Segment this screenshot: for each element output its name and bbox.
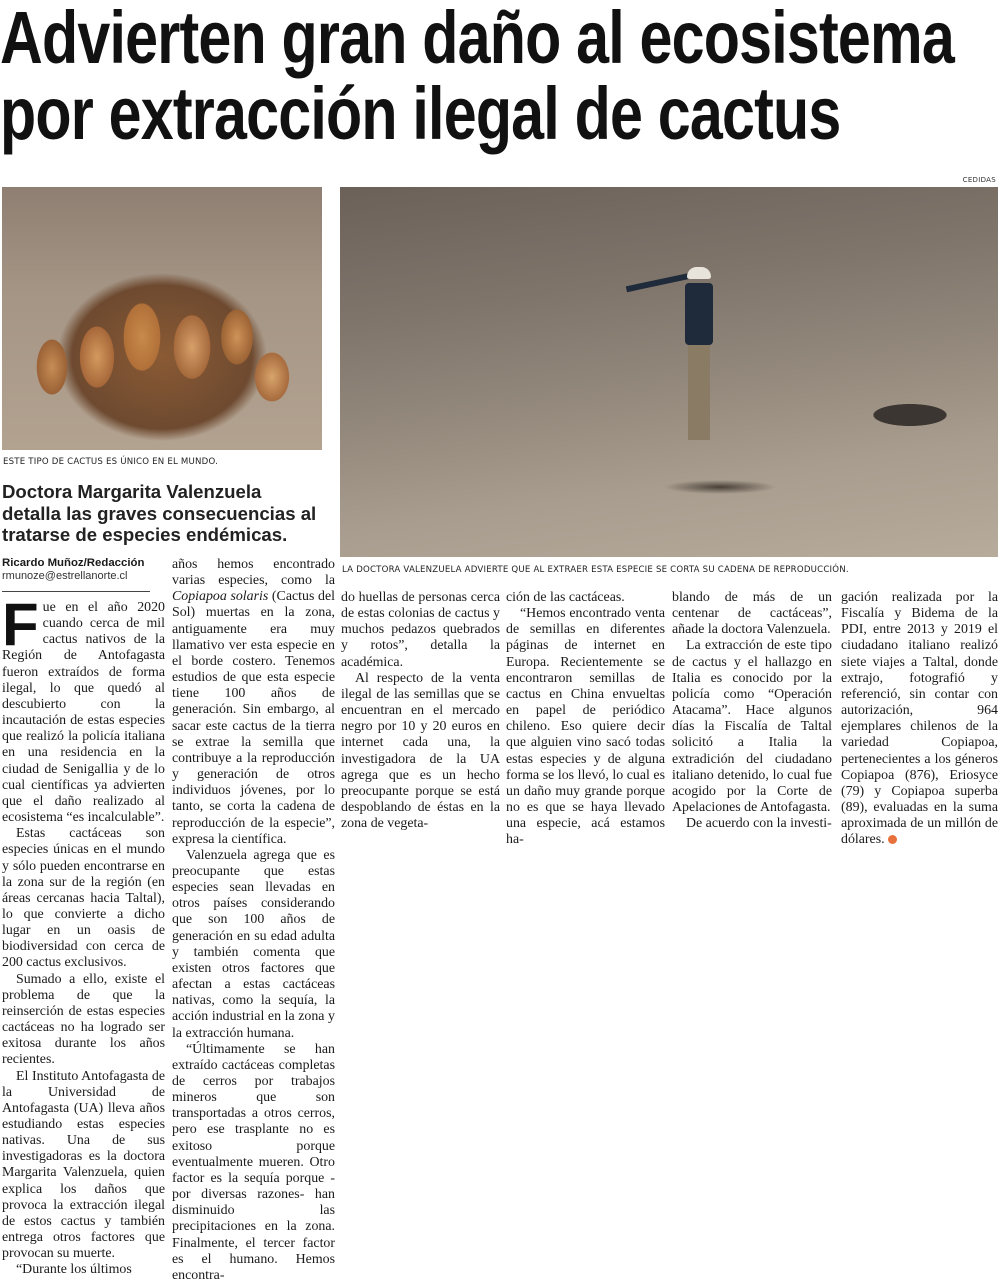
column-5: [672, 590, 832, 832]
headline-line-1: Advierten gran daño al ecosistema: [0, 0, 955, 79]
paragraph: “Últimamente se han extraído cactáceas completas de cerros por trabajos mineros que son transportadas a otros cerros, pero ese trasplante no es exitoso porque eventualmente mueren. Otro factor es la sequía porque -por diversas razones- han disminuido las precipitaciones en la zona. Finalmente, el tercer factor es el humano. Hemos encontra-: [172, 1041, 335, 1283]
paragraph: ción de las cactáceas.: [506, 590, 625, 605]
paragraph-text: años hemos encontrado varias especies, como la: [172, 557, 335, 589]
end-mark-icon: [888, 835, 897, 844]
paragraph: La extracción de este tipo de cactus y el hallazgo en Italia es conocido por la policía como “Operación Atacama”. Hace algunos días la Fiscalía de Taltal solicitó a Italia la extradición del ciudadano italiano detenido, lo cual fue acogido por la Corte de Apelaciones de Antofagasta.: [672, 638, 832, 816]
paragraph-text: ue en el año 2020 cuando cerca de mil cactus nativos de la Región de Antofagasta fueron extraídos de forma ilegal, lo que quedó al descubierto con la incautación de estas especies que realizó la policía italiana en una residencia en la ciudad de Senigallia y de lo cual científicas ya advierten que el daño realizado al ecosistema “es incalculable”.: [2, 600, 165, 826]
paragraph: “Hemos encontrado venta de semillas en diferentes páginas de internet en Europa. Recientemente se encontraron semillas de cactus en China envueltas en papel de periódico chileno. Eso quiere decir que alguien vino sacó todas estas especies y de alguna forma se los llevó, lo cual es un daño muy grande porque no es que se haya llevado una especie, acá estamos ha-: [506, 606, 665, 848]
paragraph: Estas cactáceas son especies únicas en el mundo y sólo pueden encontrarse en la zona sur de la región (en áreas cercanas hacia Taltal), lo que convierte a dicho lugar en un oasis de biodiversidad con cerca de 200 cactus exclusivos.: [2, 826, 165, 971]
caption-left: ESTE TIPO DE CACTUS ES ÚNICO EN EL MUNDO.: [3, 457, 218, 467]
paragraph: Al respecto de la venta ilegal de las semillas que se encuentran en el mercado negro por 10 y 20 euros en internet cada una, la investigadora de la UA agrega que es un hecho preocupante porque se está despoblando de éstas en la zona de vegeta-: [341, 670, 500, 832]
person-figure: [685, 267, 713, 447]
headline-line-2: por extracción ilegal de cactus: [0, 72, 841, 155]
subheadline: Doctora Margarita Valenzuela detalla las graves consecuencias al tratarse de especies endémicas.: [2, 481, 317, 545]
paragraph: El Instituto Antofagasta de la Universidad de Antofagasta (UA) lleva años estudiando estas especies nativas. Una de sus investigadoras es la doctora Margarita Valenzuela, quien explica los daños que provoca la extracción ilegal de estos cactus y también entrega otros factores que provocan su muerte.: [2, 1068, 165, 1262]
column-2: [172, 557, 335, 1284]
column-1: [2, 591, 165, 1279]
paragraph-text: gación realizada por la Fiscalía y Bidema de la PDI, entre 2013 y 2019 el ciudadano italiano realizó siete viajes a Taltal, donde extrajo, fotografió y referenció, sin contar con autorización, 964 ejemplares chilenos de la variedad Copiapoa, pertenecientes a los géneros Copiapoa (876), Eriosyce (79) y Copiapoa superba (89), evaluadas en la suma aproximada de un millón de dólares.: [841, 590, 998, 848]
cactus-photo: [2, 187, 322, 450]
caption-right: LA DOCTORA VALENZUELA ADVIERTE QUE AL EXTRAER ESTA ESPECIE SE CORTA SU CADENA DE REPRODUCCIÓN.: [342, 565, 849, 575]
photo-credit: CEDIDAS: [962, 176, 996, 184]
species-name: Copiapoa solaris: [172, 589, 269, 605]
column-6: [841, 590, 998, 849]
column-4: [506, 590, 665, 849]
paragraph: do huellas de personas cerca de estas colonias de cactus y muchos pedazos quebrados y rotos”, detalla la académica.: [341, 590, 500, 670]
paragraph: “Durante los últimos: [16, 1262, 132, 1278]
headline: [0, 0, 1000, 155]
drop-cap: F: [2, 591, 39, 658]
paragraph-text: (Cactus del Sol) muertas en la zona, antiguamente era muy llamativo ver esta especie en el borde costero. Tenemos estudios de que esta especie tiene 100 años de generación. Sin embargo, al sacar este cactus de la tierra se extrae la semilla que contribuye a la reproducción y generación de otros individuos jóvenes, por lo tanto, se corta la cadena de reproducción de la especie”, expresa la científica.: [172, 589, 335, 847]
paragraph: blando de más de un centenar de cactáceas”, añade la doctora Valenzuela.: [672, 590, 832, 638]
paragraph: Valenzuela agrega que es preocupante que estas especies sean llevadas en otros países considerando que son 100 años de generación en su edad adulta y también comenta que existen otros factores que afectan a estas cactáceas nativas, como la sequía, la acción industrial en la zona y la extracción humana.: [172, 847, 335, 1041]
paragraph: [2, 591, 165, 826]
author-name: Ricardo Muñoz/Redacción: [2, 557, 145, 569]
column-3: [341, 590, 500, 832]
paragraph: [172, 557, 335, 848]
paragraph: Sumado a ello, existe el problema de que la reinserción de estas especies cactáceas no ha logrado ser exitosa durante los años recientes.: [2, 971, 165, 1068]
paragraph: [841, 590, 998, 849]
author-email[interactable]: rmunoze@estrellanorte.cl: [2, 570, 128, 582]
byline: [2, 556, 162, 583]
paragraph: De acuerdo con la investi-: [686, 816, 832, 832]
hillside-photo: [340, 187, 998, 557]
